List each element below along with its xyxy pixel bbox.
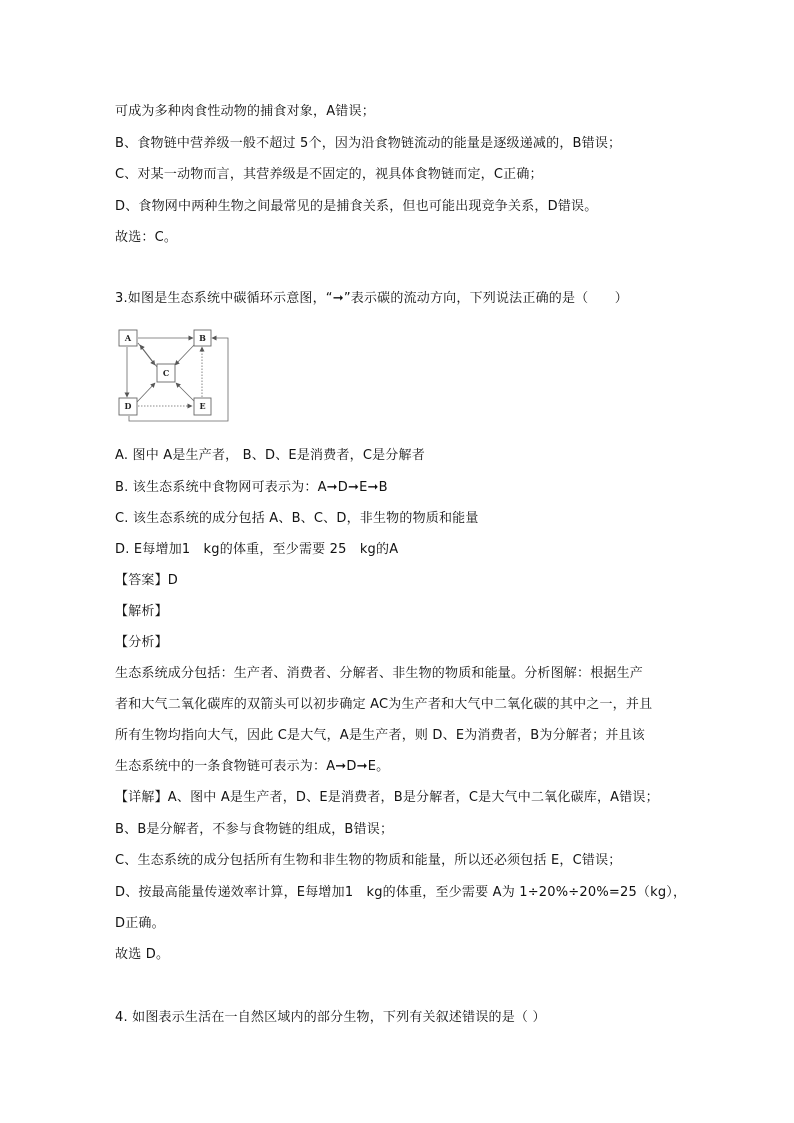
- option-d: D. E每增加1 kg的体重，至少需要 25 kg的A: [115, 542, 399, 557]
- question-4: 4. 如图表示生活在一自然区域内的部分生物，下列有关叙述错误的是（ ）: [115, 1010, 546, 1025]
- text-line: 可成为多种肉食性动物的捕食对象，A错误；: [115, 104, 375, 119]
- node-a-label: A: [124, 333, 132, 343]
- analysis-paragraph-line: 生态系统成分包括：生产者、消费者、分解者、非生物的物质和能量。分析图解：根据生产: [115, 666, 644, 681]
- option-a: A. 图中 A是生产者， B、D、E是消费者，C是分解者: [115, 448, 425, 463]
- text-line: D、食物网中两种生物之间最常见的是捕食关系，但也可能出现竞争关系，D错误。: [115, 199, 598, 214]
- analysis-paragraph-line: 生态系统中的一条食物链可表示为：A➞D➞E。: [115, 759, 390, 774]
- text-line: B、食物链中营养级一般不超过 5个，因为沿食物链流动的能量是逐级递减的，B错误；: [115, 136, 622, 151]
- text-line: 故选：C。: [115, 230, 178, 245]
- node-c-label: C: [162, 368, 170, 378]
- detail-line: B、B是分解者，不参与食物链的组成，B错误；: [115, 822, 394, 837]
- carbon-cycle-diagram: [115, 325, 233, 425]
- analysis-paragraph-line: 者和大气二氧化碳库的双箭头可以初步确定 AC为生产者和大气中二氧化碳的其中之一，并且: [115, 697, 653, 712]
- node-d-label: D: [124, 401, 132, 411]
- detail-line: C、生态系统的成分包括所有生物和非生物的物质和能量，所以还必须包括 E，C错误；: [115, 853, 622, 868]
- detail-line: D、按最高能量传递效率计算，E每增加1 kg的体重，至少需要 A为 1÷20%÷20%=25（kg），: [115, 885, 687, 900]
- option-c: C. 该生态系统的成分包括 A、B、C、D，非生物的物质和能量: [115, 511, 479, 526]
- node-b-label: B: [199, 333, 206, 343]
- option-b: B. 该生态系统中食物网可表示为：A➞D➞E➞B: [115, 480, 388, 495]
- analysis-subheading: 【分析】: [115, 635, 168, 650]
- analysis-paragraph-line: 所有生物均指向大气，因此 C是大气，A是生产者，则 D、E为消费者，B为分解者；并且该: [115, 728, 645, 743]
- detail-line: 【详解】A、图中 A是生产者，D、E是消费者，B是分解者，C是大气中二氧化碳库，A错误；: [115, 790, 659, 805]
- detail-line: 故选 D。: [115, 947, 170, 962]
- analysis-heading: 【解析】: [115, 604, 168, 619]
- question-3: 3.如图是生态系统中碳循环示意图，“➞”表示碳的流动方向，下列说法正确的是（ ）: [115, 291, 628, 306]
- detail-line: D正确。: [115, 916, 165, 931]
- node-e-label: E: [199, 401, 206, 411]
- answer-label: 【答案】D: [115, 573, 179, 588]
- text-line: C、对某一动物而言，其营养级是不固定的，视具体食物链而定，C正确；: [115, 167, 543, 182]
